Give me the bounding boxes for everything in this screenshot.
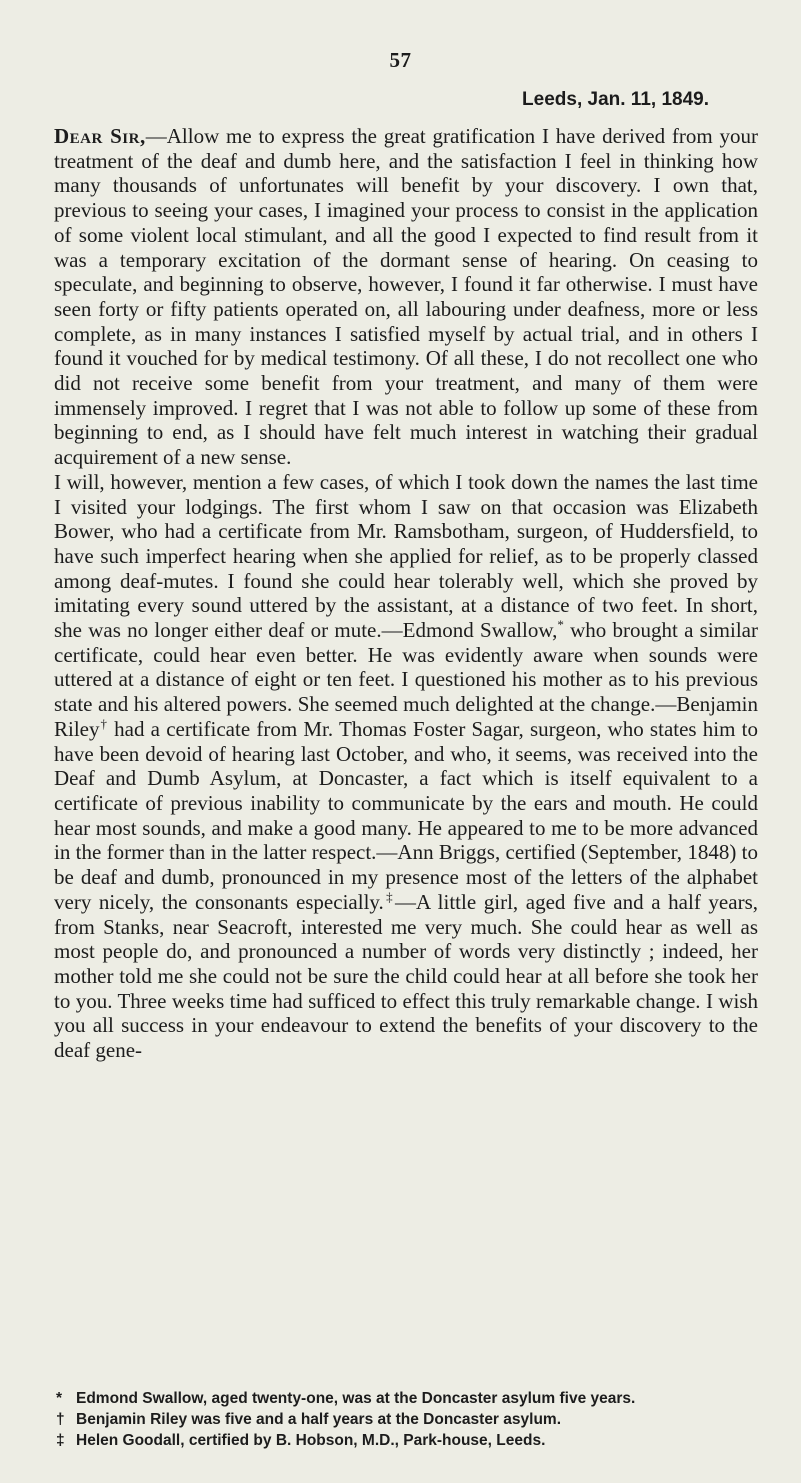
letter-dateline: Leeds, Jan. 11, 1849. xyxy=(522,89,709,110)
paragraph-1-text: —Allow me to express the great gratification I have derived from your treatment of the deaf and dumb here, and the satisfaction I feel in thinking how many thousands of unfortunates will benefit by your discovery. I own that, previous to seeing your cases, I imagined your process to consist in the application of some violent local stimulant, and all the good I expected to find result from it was a temporary excitation of the dormant sense of hearing. On ceasing to speculate, and beginning to observe, however, I found it far otherwise. I must have seen forty or fifty patients operated on, all labouring under deafness, more or less complete, as in many instances I satisfied myself by actual trial, and in others I found it vouched for by medical testimony. Of all these, I do not recollect one who did not receive some benefit from your treatment, and many of them were immensely improved. I regret that I was not able to follow up some of these from beginning to end, as I should have felt much interest in watching their gradual acquirement of a new sense. xyxy=(54,124,759,470)
paragraph-1 xyxy=(54,124,758,470)
footnote-ref-3: ‡ xyxy=(383,888,396,904)
footnote-3-text: Helen Goodall, certified by B. Hobson, M.D., Park-house, Leeds. xyxy=(76,1432,546,1449)
footnote-3-mark: ‡ xyxy=(56,1432,65,1449)
paragraph-2-text-a: I will, however, mention a few cases, of which I took down the names the last time I visited your lodgings. The first whom I saw on that occasion was Elizabeth Bower, who had a certificate from Mr. Ramsbotham, surgeon, of Huddersfield, to have such imperfect hearing when she applied for relief, as to be properly classed among deaf-mutes. I found she could hear tolerably well, which she proved by imitating every sound uttered by the assistant, at a distance of two feet. In short, she was no longer either deaf or mute.—Edmond Swallow, xyxy=(54,469,758,643)
salutation: Dear Sir, xyxy=(54,124,146,148)
footnote-ref-1: * xyxy=(557,617,564,633)
paragraph-2-text-c: had a certificate from Mr. Thomas Foster Sagar, surgeon, who states him to have been devoid of hearing last October, and who, it seems, was received into the Deaf and Dumb Asylum, at Doncaster, a fact which is itself equivalent to a certificate of previous inability to communicate by the ears and mouth. He could hear most sounds, and make a good many. He appeared to me to be more advanced in the former than in the latter respect.—Ann Briggs, certified (September, 1848) to be deaf and dumb, pronounced in my presence most of the letters of the alphabet very nicely, the consonants especially. xyxy=(54,716,759,914)
footnote-2 xyxy=(54,1409,758,1430)
footnote-1 xyxy=(54,1388,758,1409)
footnote-ref-2: † xyxy=(99,715,108,731)
footnote-1-mark: * xyxy=(56,1390,63,1407)
footnote-2-text: Benjamin Riley was five and a half years at the Doncaster asylum. xyxy=(76,1411,561,1428)
footnote-3 xyxy=(54,1430,758,1451)
footnote-1-text: Edmond Swallow, aged twenty-one, was at the Doncaster asylum five years. xyxy=(76,1390,636,1407)
paragraph-2-text-b: who brought a similar certificate, could hear even better. He was evidently aware when sounds were uttered at a distance of eight or ten feet. I questioned his mother as to his previous state and his altered powers. She seemed much delighted at the change.—Benjamin Riley xyxy=(54,618,758,741)
letter-body xyxy=(54,124,758,1063)
paragraph-2 xyxy=(54,470,758,1063)
footnote-2-mark: † xyxy=(56,1411,65,1428)
paragraph-2-text-d: —A little girl, aged five and a half years, from Stanks, near Seacroft, interested me very much. She could hear as well as most people do, and pronounced a number of words very distinctly ; indeed, her mother told me she could not be sure the child could hear at all before she took her to you. Three weeks time had sufficed to effect this truly remarkable change. I wish you all success in your endeavour to extend the benefits of your discovery to the deaf gene- xyxy=(54,889,758,1063)
footnotes xyxy=(54,1388,758,1451)
page-number: 57 xyxy=(389,48,412,72)
